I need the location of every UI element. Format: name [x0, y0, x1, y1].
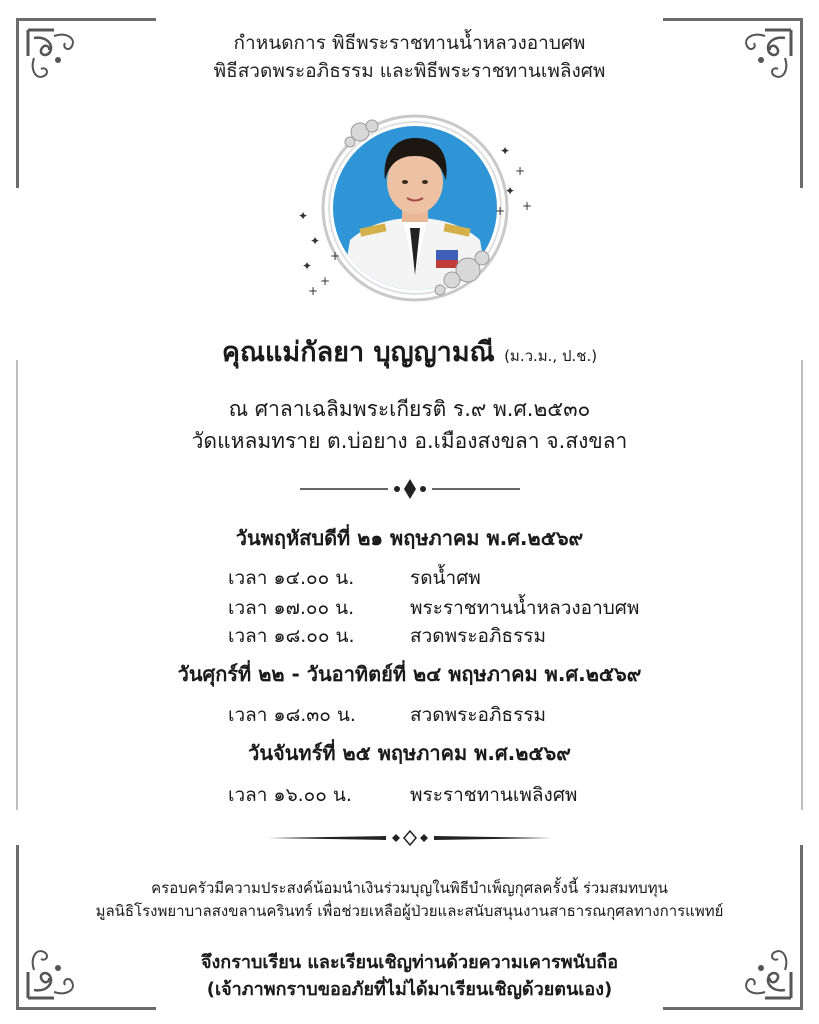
schedule-day-1: วันพฤหัสบดีที่ ๒๑ พฤษภาคม พ.ศ.๒๕๖๙	[235, 526, 584, 550]
svg-text:+: +	[330, 249, 341, 263]
schedule-event: รดน้ำศพ	[410, 567, 481, 589]
schedule-time: เวลา ๑๘.๓๐ น.	[228, 704, 356, 726]
frame-top-left	[16, 18, 156, 21]
frame-bottom-right	[663, 1007, 803, 1010]
svg-text:+: +	[495, 204, 506, 218]
footer-line-2: มูลนิธิโรงพยาบาลสงขลานครินทร์ เพื่อช่วยเหลือผู้ป่วยและสนับสนุนงานสาธารณกุศลทางการแพทย์	[95, 902, 724, 920]
svg-text:✦: ✦	[302, 259, 313, 273]
schedule-day-3: วันจันทร์ที่ ๒๕ พฤษภาคม พ.ศ.๒๕๖๙	[248, 741, 571, 765]
svg-text:+: +	[320, 274, 331, 288]
frame-bottom-left	[16, 1007, 156, 1010]
schedule-event: พระราชทานเพลิงศพ	[410, 784, 578, 806]
svg-text:✦: ✦	[298, 209, 309, 223]
divider-ornament-icon	[300, 477, 520, 501]
divider-ornament-icon	[268, 828, 552, 848]
deceased-name: คุณแม่กัลยา บุญญามณี	[221, 337, 495, 368]
svg-text:+: +	[308, 284, 319, 298]
footer-line-1: ครอบครัวมีความประสงค์น้อมนำเงินร่วมบุญในพิธีบำเพ็ญกุศลครั้งนี้ ร่วมสมทบทุน	[151, 879, 668, 897]
header-line-2: พิธีสวดพระอภิธรรม และพิธีพระราชทานเพลิงศพ	[213, 60, 606, 82]
svg-text:+: +	[515, 164, 526, 178]
footer-line-3: จึงกราบเรียน และเรียนเชิญท่านด้วยความเคารพนับถือ	[200, 952, 619, 973]
schedule-event: สวดพระอภิธรรม	[410, 704, 547, 726]
schedule-time: เวลา ๑๘.๐๐ น.	[228, 625, 355, 647]
portrait	[290, 110, 540, 310]
header-line-1: กำหนดการ พิธีพระราชทานน้ำหลวงอาบศพ	[233, 32, 586, 54]
svg-text:✦: ✦	[500, 144, 511, 158]
frame-top-right	[663, 18, 803, 21]
venue-line-2: วัดแหลมทราย ต.บ่อยาง อ.เมืองสงขลา จ.สงขลา	[191, 429, 628, 453]
deceased-honors: (ม.ว.ม., ป.ช.)	[504, 347, 598, 365]
schedule-day-2: วันศุกร์ที่ ๒๒ - วันอาทิตย์ที่ ๒๔ พฤษภาคม พ.ศ.๒๕๖๙	[177, 662, 642, 686]
venue-line-1: ณ ศาลาเฉลิมพระเกียรติ ร.๙ พ.ศ.๒๕๓๐	[228, 397, 591, 421]
portrait-image	[290, 110, 540, 310]
schedule-time: เวลา ๑๗.๐๐ น.	[228, 597, 355, 619]
schedule-time: เวลา ๑๖.๐๐ น.	[228, 784, 352, 806]
deceased-name-line	[0, 330, 819, 373]
svg-text:✦: ✦	[310, 234, 321, 248]
footer-line-4: (เจ้าภาพกราบขออภัยที่ไม่ได้มาเรียนเชิญด้วยตนเอง)	[206, 979, 613, 1000]
schedule-time: เวลา ๑๔.๐๐ น.	[228, 567, 355, 589]
svg-text:+: +	[522, 199, 533, 213]
schedule-event: สวดพระอภิธรรม	[410, 625, 547, 647]
svg-text:✦: ✦	[505, 184, 516, 198]
schedule-event: พระราชทานน้ำหลวงอาบศพ	[410, 597, 640, 619]
